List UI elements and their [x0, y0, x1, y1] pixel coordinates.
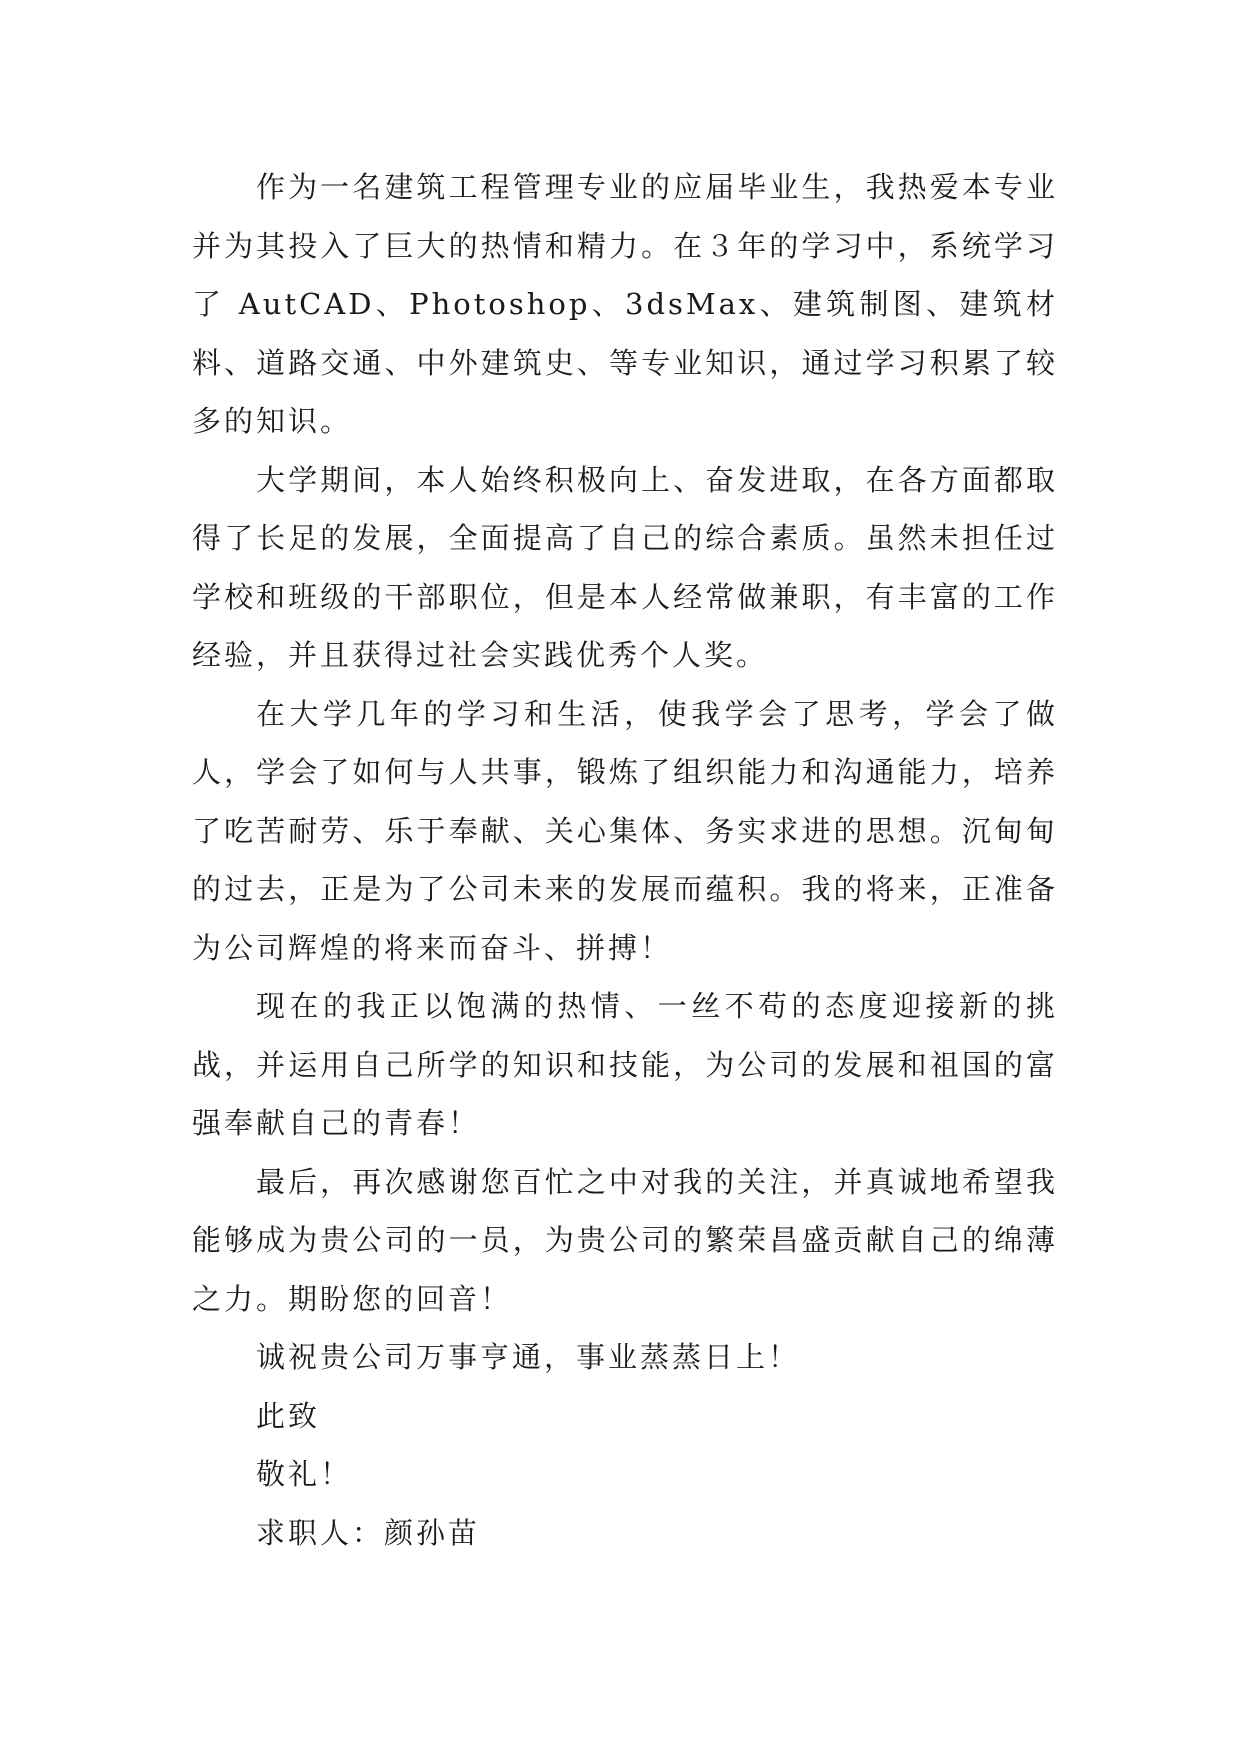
paragraph-personal-growth: 在大学几年的学习和生活，使我学会了思考，学会了做人，学会了如何与人共事，锻炼了组织能力和沟通能力，培养了吃苦耐劳、乐于奉献、关心集体、务实求进的思想。沉甸甸的过去，正是为了公司未来的发展而蕴积。我的将来，正准备为公司辉煌的将来而奋斗、拼搏！	[192, 696, 1058, 965]
paragraph-closing-thanks: 最后，再次感谢您百忙之中对我的关注，并真诚地希望我能够成为贵公司的一员，为贵公司的繁荣昌盛贡献自己的绵薄之力。期盼您的回音！	[192, 1164, 1058, 1316]
salutation-cizhi: 此致	[256, 1398, 321, 1433]
paragraph-introduction: 作为一名建筑工程管理专业的应届毕业生，我热爱本专业并为其投入了巨大的热情和精力。在３年的学习中，系统学习了 AutCAD、Photoshop、3dsMax、建筑制图、建筑材料、道路交通、中外建筑史、等专业知识，通过学习积累了较多的知识。	[192, 170, 1058, 438]
closing-wishes: 诚祝贵公司万事亨通，事业蒸蒸日上！	[256, 1340, 801, 1374]
paragraph-current-attitude: 现在的我正以饱满的热情、一丝不苟的态度迎接新的挑战，并运用自己所学的知识和技能，为公司的发展和祖国的富强奉献自己的青春！	[192, 989, 1058, 1140]
salutation-jingli: 敬礼！	[256, 1457, 353, 1491]
signature-line: 求职人：颜孙苗	[256, 1515, 481, 1550]
paragraph-university-period: 大学期间，本人始终积极向上、奋发进取，在各方面都取得了长足的发展，全面提高了自己的综合素质。虽然未担任过学校和班级的干部职位，但是本人经常做兼职，有丰富的工作经验，并且获得过社会实践优秀个人奖。	[192, 462, 1058, 672]
cover-letter-body	[192, 158, 1058, 1562]
